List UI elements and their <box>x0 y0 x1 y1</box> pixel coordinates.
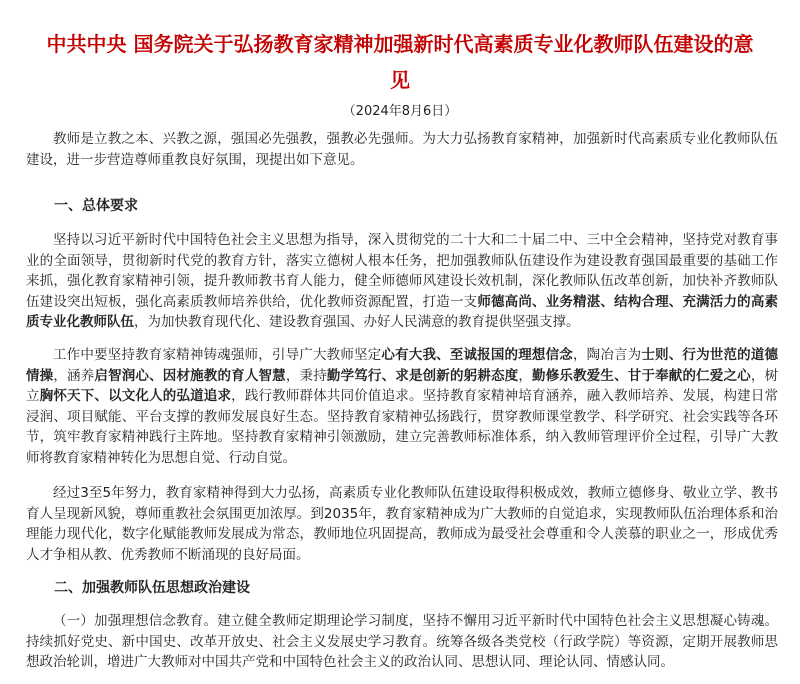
section-1-paragraph-2 <box>26 345 778 469</box>
emphasis-text: 士则、行为世范的道德情操 <box>26 347 779 384</box>
document-date: （2024年8月6日） <box>342 104 458 119</box>
text-run: ，为加快教育现代化、建设教育强国、办好人民满意的教育提供坚强支撑。 <box>134 314 580 331</box>
emphasis-text: 心有大我、至诚报国的理想信念 <box>381 347 573 363</box>
section-1-paragraph-3: 经过3至5年努力，教育家精神得到大力弘扬，高素质专业化教师队伍建设取得积极成效，教师立德修身、敬业立学、教书育人呈现新风貌，尊师重教社会氛围更加浓厚。到2035年，教育家精神成为广大教师的自觉追求，实现教师队伍治理体系和治理能力现代化，数字化赋能教师发展成为常态，教师地位巩固提高，教师成为最受社会尊重和令人羡慕的职业之一，形成优秀人才争相从教、优秀教师不断涌现的良好局面。 <box>26 485 778 563</box>
document-title: 中共中央 国务院关于弘扬教育家精神加强新时代高素质专业化教师队伍建设的意见 <box>46 32 754 92</box>
text-run: ，树立 <box>26 367 779 405</box>
emphasis-text: 勤修乐教爱生、甘于奉献的仁爱之心 <box>532 367 751 384</box>
text-run: ， <box>518 367 533 384</box>
emphasis-text: 启智润心、因材施教的育人智慧 <box>94 367 286 384</box>
section-2-paragraph-1: （一）加强理想信念教育。建立健全教师定期理论学习制度，坚持不懈用习近平新时代中国特色社会主义思想凝心铸魂。持续抓好党史、新中国史、改革开放史、社会主义发展史学习教育。统筹各级各类党校（行政学院）等资源，定期开展教师思想政治轮训，增进广大教师对中国共产党和中国特色社会主义的政治认同、思想认同、理论认同、情感认同。 <box>26 613 778 671</box>
text-run: 坚持以习近平新时代中国特色社会主义思想为指导，深入贯彻党的二十大和二十届二中、三中全会精神，坚持党对教育事业的全面领导，贯彻新时代党的教育方针，落实立德树人根本任务，把加强教师队伍建设作为建设教育强国最重要的基础工作来抓，强化教育家精神引领，提升教师教书育人能力，健全师德师风建设长效机制，深化教师队伍改革创新，加快补齐教师队伍建设突出短板，强化高素质教师培养供给，优化教师资源配置，打造一支 <box>26 232 778 310</box>
emphasis-text: 胸怀天下、以文化人的弘道追求 <box>39 388 232 405</box>
intro-paragraph: 教师是立教之本、兴教之源，强国必先强教，强教必先强师。为大力弘扬教育家精神，加强新时代高素质专业化教师队伍建设，进一步营造尊师重教良好氛围，现提出如下意见。 <box>26 131 778 168</box>
section-1-heading: 一、总体要求 <box>54 198 138 214</box>
text-run: ，陶冶言为 <box>572 347 642 363</box>
emphasis-text: 勤学笃行、求是创新的躬耕态度 <box>326 367 519 384</box>
section-2-heading: 二、加强教师队伍思想政治建设 <box>54 580 250 596</box>
text-run: ，秉持 <box>285 367 327 384</box>
text-run: ，践行教师群体共同价值追求。坚持教育家精神培育涵养，融入教师培养、发展，构建日常浸润、项目赋能、平台支撑的教师发展良好生态。坚持教育家精神弘扬践行，贯穿教师课堂教学、科学研究、社会实践等各环节，筑牢教育家精神践行主阵地。坚持教育家精神引领激励，建立完善教师标准体系，纳入教师管理评价全过程，引导广大教师将教育家精神转化为思想自觉、行动自觉。 <box>26 388 779 466</box>
section-1-paragraph-1 <box>26 230 778 333</box>
text-run: 工作中要坚持教育家精神铸魂强师，引导广大教师坚定 <box>53 347 382 363</box>
emphasis-text: 师德高尚、业务精湛、结构合理、充满活力的高素质专业化教师队伍 <box>26 293 779 331</box>
text-run: ，涵养 <box>53 367 95 384</box>
